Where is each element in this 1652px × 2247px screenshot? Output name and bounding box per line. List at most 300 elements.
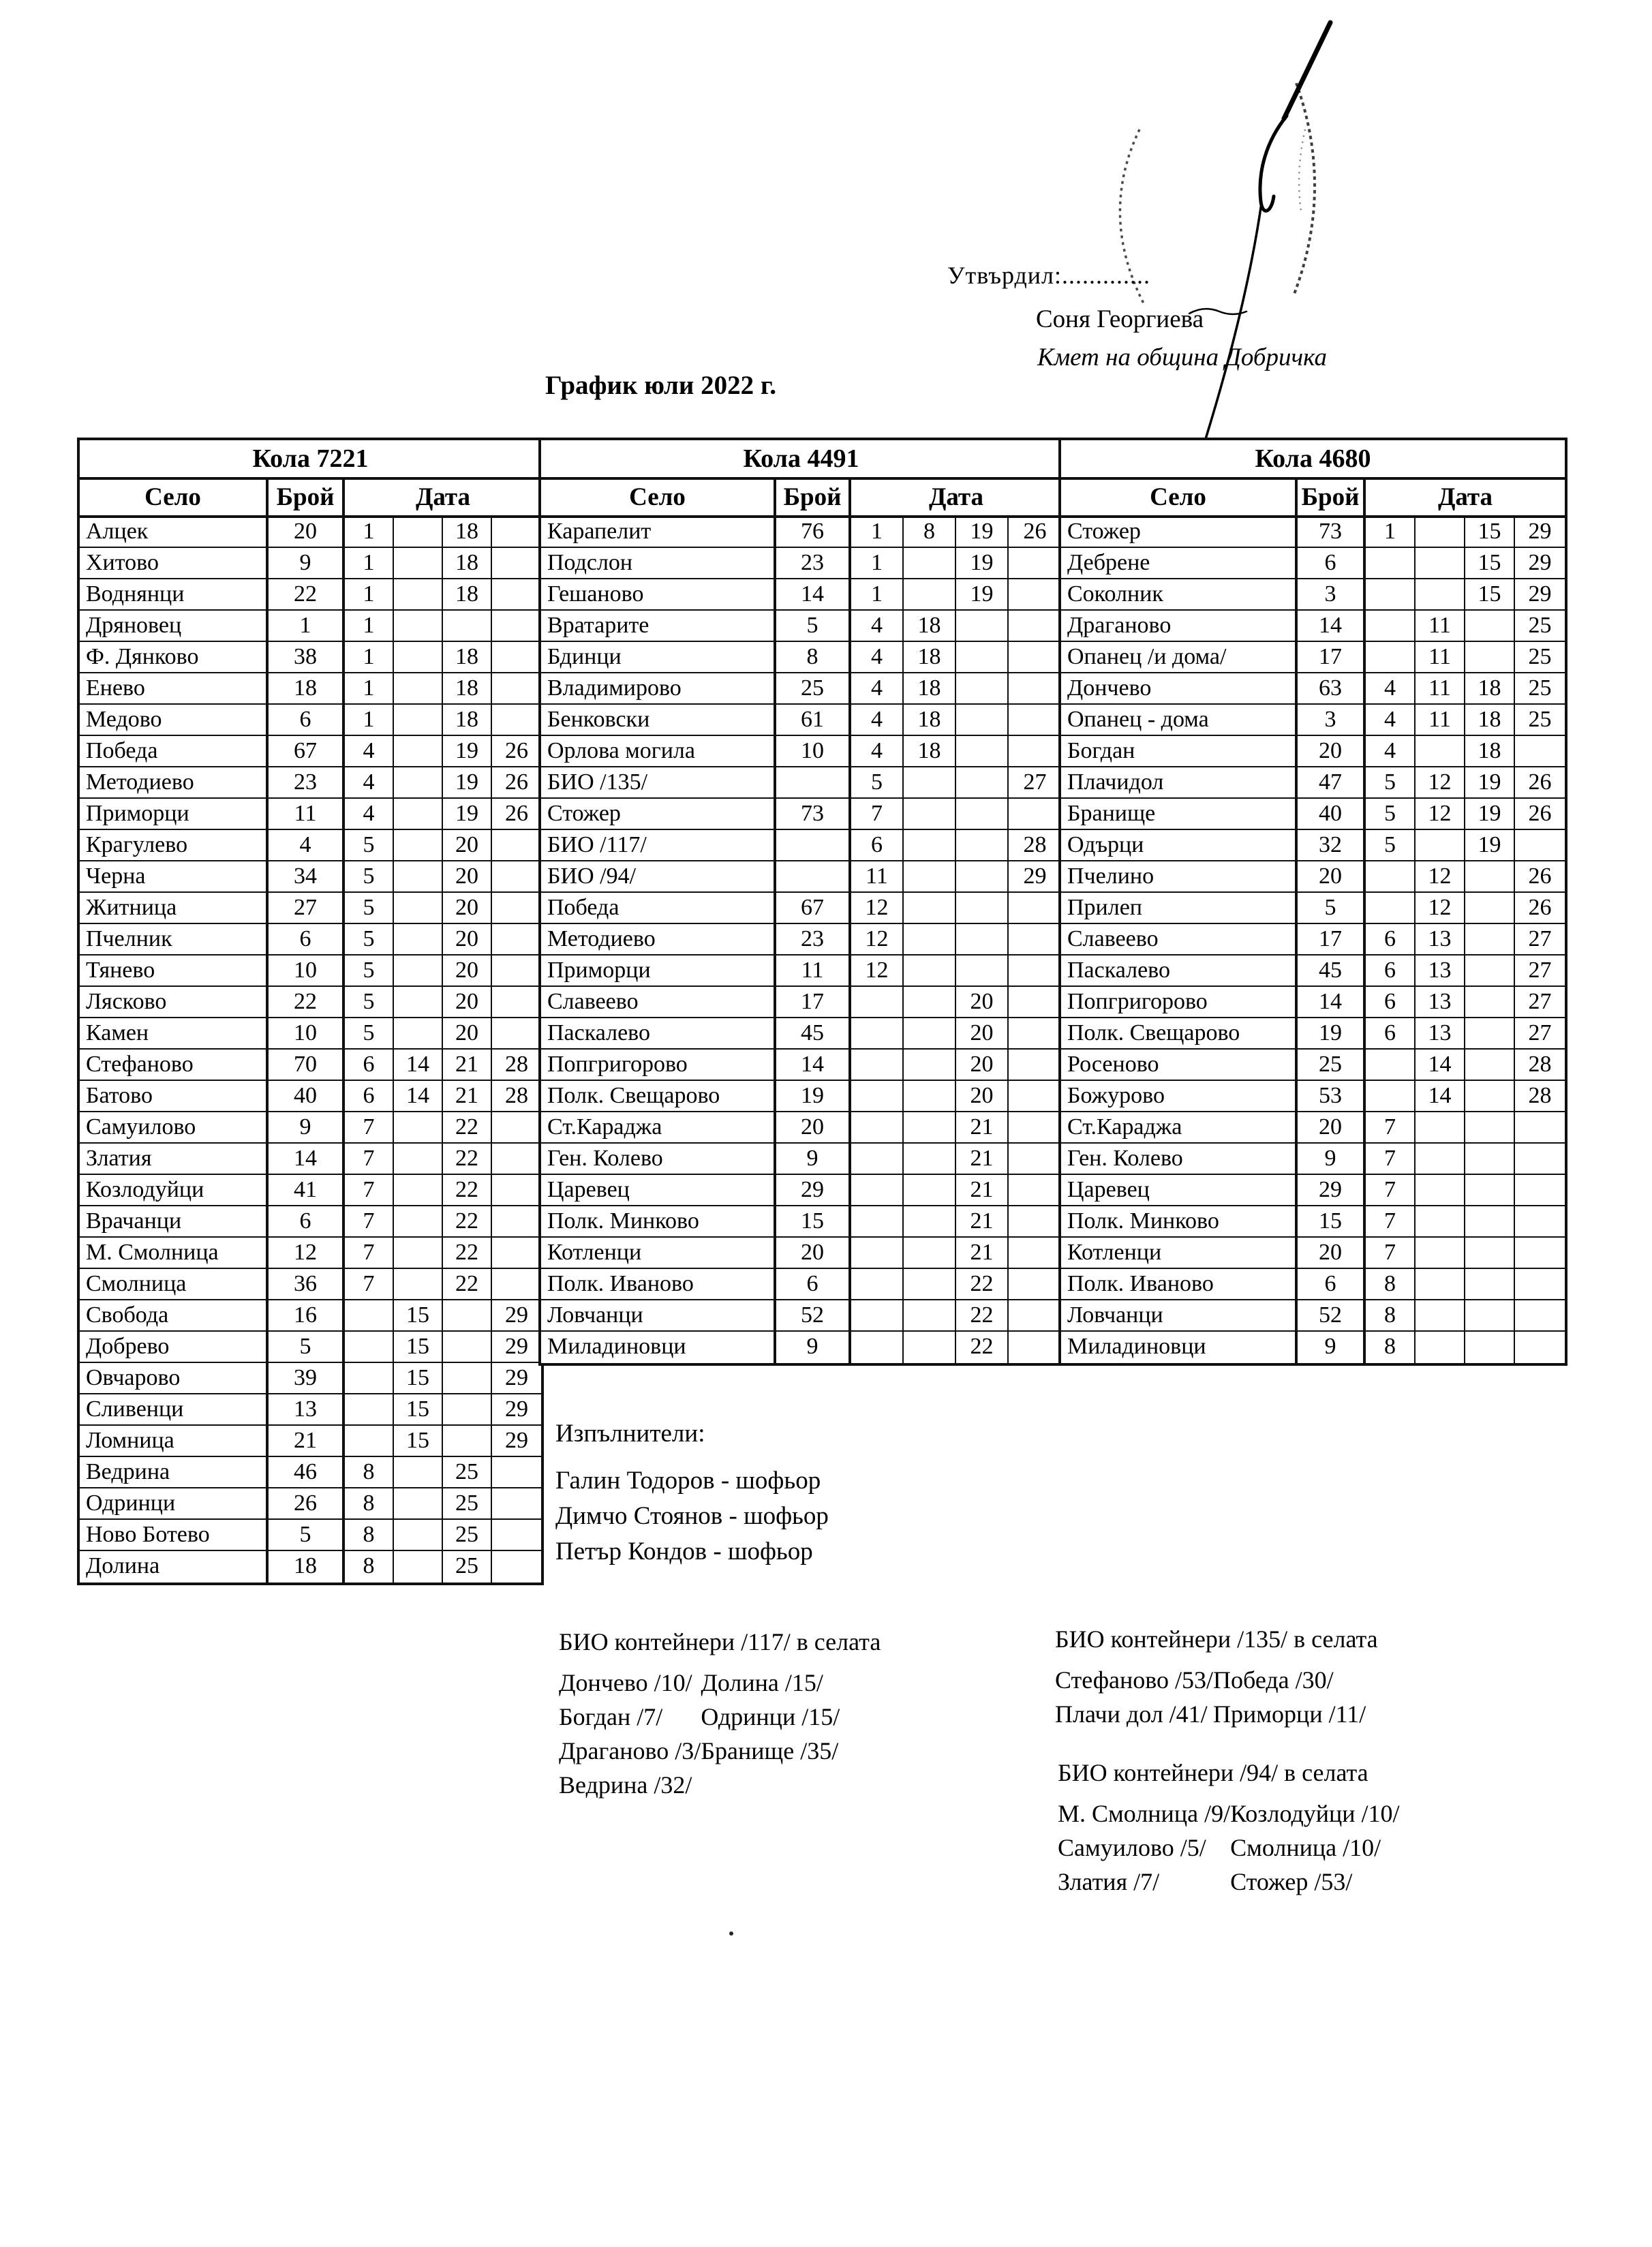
table-row <box>1061 1018 1565 1050</box>
count-cell: 27 <box>269 893 345 924</box>
table-row <box>541 705 1061 736</box>
date-cell: 7 <box>1366 1112 1416 1144</box>
date-cell: 18 <box>443 642 492 673</box>
date-cell: 8 <box>1366 1300 1416 1332</box>
date-cell: 21 <box>956 1144 1009 1175</box>
date-cell <box>1515 1175 1565 1206</box>
date-cell <box>904 987 956 1018</box>
count-cell: 6 <box>1298 548 1366 579</box>
date-cell <box>956 705 1009 736</box>
village-cell: Попгригорово <box>541 1050 776 1081</box>
date-cell <box>1465 1300 1515 1332</box>
date-cell: 18 <box>904 705 956 736</box>
date-cell: 25 <box>1515 642 1565 673</box>
date-cell <box>1465 611 1515 642</box>
bio-item: Богдан /7/ <box>559 1703 663 1730</box>
count-cell: 67 <box>269 736 345 767</box>
count-cell: 22 <box>269 987 345 1018</box>
date-cell: 18 <box>904 642 956 673</box>
date-cell: 11 <box>1416 673 1465 705</box>
date-cell: 27 <box>1515 956 1565 987</box>
date-cell <box>851 1175 904 1206</box>
date-cell <box>1416 517 1465 548</box>
date-cell <box>394 705 443 736</box>
table-row <box>1061 767 1565 799</box>
col-header-date: Дата <box>1366 480 1565 518</box>
table-row <box>80 1363 541 1394</box>
date-cell <box>492 956 541 987</box>
village-cell: Хитово <box>80 548 269 579</box>
scan-speck <box>729 1931 733 1936</box>
village-cell: М. Смолница <box>80 1238 269 1269</box>
date-cell: 28 <box>1009 830 1061 861</box>
count-cell: 20 <box>776 1112 851 1144</box>
date-cell: 25 <box>1515 673 1565 705</box>
table-row <box>1061 1112 1565 1144</box>
table-row <box>541 1112 1061 1144</box>
date-cell: 21 <box>956 1206 1009 1238</box>
table-row <box>1061 799 1565 830</box>
table-row <box>541 1050 1061 1081</box>
village-cell: Полк. Свещарово <box>541 1081 776 1112</box>
date-cell: 7 <box>345 1238 394 1269</box>
date-cell <box>1465 1332 1515 1363</box>
date-cell: 5 <box>345 861 394 893</box>
date-cell <box>904 1269 956 1300</box>
date-cell: 18 <box>443 579 492 611</box>
table-row <box>541 830 1061 861</box>
village-cell: Полк. Свещарово <box>1061 1018 1298 1050</box>
date-cell <box>492 1551 541 1583</box>
car-title: Кола 4680 <box>1061 440 1565 480</box>
date-cell: 18 <box>443 705 492 736</box>
table-row <box>80 1551 541 1583</box>
village-cell: Приморци <box>80 799 269 830</box>
village-cell: Миладиновци <box>541 1332 776 1363</box>
table-row <box>541 611 1061 642</box>
bio-item: Смолница /10/ <box>1230 1834 1381 1861</box>
date-cell: 12 <box>1416 767 1465 799</box>
count-cell: 47 <box>1298 767 1366 799</box>
date-cell <box>394 1269 443 1300</box>
village-cell: Владимирово <box>541 673 776 705</box>
village-cell: Бдинци <box>541 642 776 673</box>
date-cell <box>492 1112 541 1144</box>
date-cell: 6 <box>1366 956 1416 987</box>
village-cell: Славеево <box>1061 924 1298 956</box>
table-row <box>541 517 1061 548</box>
date-cell <box>492 1520 541 1551</box>
date-cell: 6 <box>345 1081 394 1112</box>
bio-column <box>1058 1797 1230 1899</box>
date-cell <box>1465 1238 1515 1269</box>
date-cell: 22 <box>443 1144 492 1175</box>
count-cell: 41 <box>269 1175 345 1206</box>
date-cell <box>394 1018 443 1050</box>
date-cell <box>1465 1175 1515 1206</box>
date-cell: 14 <box>1416 1081 1465 1112</box>
table-row <box>80 861 541 893</box>
date-cell: 20 <box>956 987 1009 1018</box>
date-cell <box>394 642 443 673</box>
table-row <box>541 1206 1061 1238</box>
count-cell: 10 <box>269 1018 345 1050</box>
table-row <box>80 1206 541 1238</box>
date-cell <box>443 611 492 642</box>
village-cell: Миладиновци <box>1061 1332 1298 1363</box>
table-row <box>80 1457 541 1488</box>
date-cell <box>492 642 541 673</box>
date-cell: 22 <box>443 1206 492 1238</box>
date-cell <box>492 611 541 642</box>
date-cell: 29 <box>1515 548 1565 579</box>
village-cell: Ст.Караджа <box>541 1112 776 1144</box>
table-row <box>1061 1050 1565 1081</box>
count-cell: 67 <box>776 893 851 924</box>
table-row <box>80 1269 541 1300</box>
village-cell: Приморци <box>541 956 776 987</box>
table-row <box>1061 830 1565 861</box>
date-cell: 6 <box>1366 987 1416 1018</box>
date-cell <box>1465 1269 1515 1300</box>
count-cell: 10 <box>269 956 345 987</box>
date-cell <box>1009 1332 1061 1363</box>
date-cell: 7 <box>1366 1206 1416 1238</box>
table-row <box>80 1144 541 1175</box>
bio-column <box>701 1666 840 1802</box>
date-cell: 4 <box>345 799 394 830</box>
date-cell <box>1465 893 1515 924</box>
date-cell: 8 <box>345 1520 394 1551</box>
date-cell <box>1416 548 1465 579</box>
date-cell <box>851 1112 904 1144</box>
village-cell: Стефаново <box>80 1050 269 1081</box>
date-cell: 25 <box>443 1457 492 1488</box>
date-cell <box>1009 579 1061 611</box>
date-cell: 22 <box>956 1269 1009 1300</box>
date-cell: 28 <box>1515 1081 1565 1112</box>
count-cell: 6 <box>776 1269 851 1300</box>
table-row <box>80 1520 541 1551</box>
count-cell: 29 <box>1298 1175 1366 1206</box>
date-cell <box>1009 1081 1061 1112</box>
date-cell <box>345 1300 394 1332</box>
date-cell: 28 <box>1515 1050 1565 1081</box>
count-cell: 9 <box>776 1144 851 1175</box>
count-cell: 45 <box>776 1018 851 1050</box>
table-row <box>541 1269 1061 1300</box>
date-cell <box>1009 705 1061 736</box>
bio-column <box>559 1666 701 1802</box>
date-cell <box>1416 1112 1465 1144</box>
village-cell: Ст.Караджа <box>1061 1112 1298 1144</box>
bio-column <box>1213 1663 1366 1731</box>
date-cell <box>1465 987 1515 1018</box>
bio-item: Стефаново /53/ <box>1055 1666 1214 1694</box>
count-cell: 34 <box>269 861 345 893</box>
date-cell <box>394 1488 443 1520</box>
date-cell <box>1366 579 1416 611</box>
date-cell: 25 <box>1515 705 1565 736</box>
bio-section-heading: БИО контейнери /135/ в селата <box>1055 1625 1378 1653</box>
date-cell: 20 <box>443 956 492 987</box>
date-cell <box>1009 736 1061 767</box>
count-cell: 32 <box>1298 830 1366 861</box>
table-header-row <box>80 480 541 517</box>
date-cell: 4 <box>345 767 394 799</box>
table-row <box>80 1394 541 1426</box>
count-cell: 16 <box>269 1300 345 1332</box>
date-cell: 6 <box>1366 924 1416 956</box>
count-cell: 20 <box>1298 1112 1366 1144</box>
count-cell: 9 <box>1298 1144 1366 1175</box>
date-cell: 18 <box>1465 705 1515 736</box>
table-row <box>541 579 1061 611</box>
date-cell <box>394 956 443 987</box>
bio-item: М. Смолница /9/ <box>1058 1800 1231 1827</box>
date-cell <box>492 1457 541 1488</box>
date-cell: 1 <box>345 611 394 642</box>
date-cell: 7 <box>345 1112 394 1144</box>
date-cell <box>956 830 1009 861</box>
count-cell: 9 <box>776 1332 851 1363</box>
date-cell: 19 <box>956 579 1009 611</box>
village-cell: Одърци <box>1061 830 1298 861</box>
date-cell: 21 <box>956 1175 1009 1206</box>
village-cell: Славеево <box>541 987 776 1018</box>
date-cell: 14 <box>394 1050 443 1081</box>
count-cell: 8 <box>776 642 851 673</box>
executors-heading: Изпълнители: <box>555 1420 705 1448</box>
date-cell <box>956 924 1009 956</box>
village-cell: Ведрина <box>80 1457 269 1488</box>
date-cell <box>443 1394 492 1426</box>
village-cell: Котленци <box>1061 1238 1298 1269</box>
date-cell <box>394 673 443 705</box>
date-cell: 13 <box>1416 956 1465 987</box>
count-cell: 73 <box>1298 517 1366 548</box>
col-header-date: Дата <box>851 480 1061 518</box>
date-cell: 27 <box>1515 924 1565 956</box>
executor-name: Димчо Стоянов - шофьор <box>555 1502 829 1530</box>
date-cell <box>1515 1238 1565 1269</box>
date-cell <box>394 611 443 642</box>
date-cell: 1 <box>345 642 394 673</box>
date-cell <box>492 1238 541 1269</box>
count-cell: 52 <box>776 1300 851 1332</box>
date-cell <box>956 893 1009 924</box>
date-cell <box>1416 1206 1465 1238</box>
table-row <box>80 1081 541 1112</box>
date-cell: 5 <box>345 987 394 1018</box>
village-cell: Ломница <box>80 1426 269 1457</box>
date-cell <box>492 861 541 893</box>
date-cell: 7 <box>345 1269 394 1300</box>
date-cell: 12 <box>1416 893 1465 924</box>
date-cell: 5 <box>1366 830 1416 861</box>
date-cell <box>1009 1050 1061 1081</box>
date-cell: 11 <box>1416 705 1465 736</box>
table-row <box>1061 956 1565 987</box>
date-cell <box>443 1363 492 1394</box>
count-cell <box>776 830 851 861</box>
village-cell: Ген. Колево <box>541 1144 776 1175</box>
date-cell: 19 <box>956 517 1009 548</box>
count-cell: 25 <box>776 673 851 705</box>
date-cell <box>956 736 1009 767</box>
bio-section <box>1058 1758 1400 1899</box>
date-cell <box>345 1394 394 1426</box>
col-header-count: Брой <box>776 480 851 518</box>
stamp-arc-right <box>1294 83 1315 296</box>
table-row <box>80 1332 541 1363</box>
date-cell <box>492 1269 541 1300</box>
date-cell <box>492 705 541 736</box>
table-row <box>80 1175 541 1206</box>
count-cell: 40 <box>269 1081 345 1112</box>
date-cell: 25 <box>443 1520 492 1551</box>
village-cell: Лясково <box>80 987 269 1018</box>
village-cell: Росеново <box>1061 1050 1298 1081</box>
date-cell <box>956 642 1009 673</box>
bio-item: Козлодуйци /10/ <box>1230 1800 1400 1827</box>
date-cell <box>1465 1050 1515 1081</box>
count-cell <box>776 767 851 799</box>
bio-item: Победа /30/ <box>1213 1666 1334 1694</box>
date-cell <box>904 1018 956 1050</box>
village-cell: Козлодуйци <box>80 1175 269 1206</box>
bio-item: Стожер /53/ <box>1230 1868 1353 1895</box>
date-cell: 26 <box>1515 767 1565 799</box>
count-cell: 40 <box>1298 799 1366 830</box>
table-row <box>1061 736 1565 767</box>
village-cell: Царевец <box>1061 1175 1298 1206</box>
count-cell: 23 <box>776 924 851 956</box>
village-cell: Житница <box>80 893 269 924</box>
date-cell <box>956 767 1009 799</box>
date-cell: 15 <box>394 1363 443 1394</box>
village-cell: Попгригорово <box>1061 987 1298 1018</box>
date-cell <box>1416 1175 1465 1206</box>
table-row <box>541 767 1061 799</box>
date-cell <box>1515 1112 1565 1144</box>
date-cell: 15 <box>394 1426 443 1457</box>
table-row <box>80 548 541 579</box>
date-cell <box>394 517 443 548</box>
date-cell: 26 <box>492 736 541 767</box>
date-cell: 1 <box>851 548 904 579</box>
date-cell <box>394 1238 443 1269</box>
count-cell: 26 <box>269 1488 345 1520</box>
bio-item: Златия /7/ <box>1058 1868 1160 1895</box>
village-cell: Смолница <box>80 1269 269 1300</box>
count-cell: 61 <box>776 705 851 736</box>
date-cell: 28 <box>492 1081 541 1112</box>
date-cell <box>904 1238 956 1269</box>
village-cell: Одринци <box>80 1488 269 1520</box>
table-row <box>541 893 1061 924</box>
date-cell <box>1515 736 1565 767</box>
date-cell <box>492 1175 541 1206</box>
count-cell: 15 <box>776 1206 851 1238</box>
table-row <box>541 1238 1061 1269</box>
table-row <box>541 1018 1061 1050</box>
village-cell: Камен <box>80 1018 269 1050</box>
date-cell <box>1009 1300 1061 1332</box>
bio-item: Ведрина /32/ <box>559 1771 692 1799</box>
date-cell <box>1515 1144 1565 1175</box>
village-cell: БИО /135/ <box>541 767 776 799</box>
date-cell <box>1009 548 1061 579</box>
table-row <box>1061 1332 1565 1363</box>
date-cell <box>1465 1144 1515 1175</box>
bio-section-heading: БИО контейнери /94/ в селата <box>1058 1759 1368 1786</box>
table-row <box>541 1300 1061 1332</box>
date-cell <box>904 830 956 861</box>
table-row <box>80 924 541 956</box>
count-cell: 5 <box>269 1332 345 1363</box>
date-cell: 29 <box>492 1332 541 1363</box>
table-row <box>541 924 1061 956</box>
date-cell <box>1515 1332 1565 1363</box>
date-cell: 14 <box>394 1081 443 1112</box>
date-cell <box>492 1206 541 1238</box>
date-cell <box>492 517 541 548</box>
count-cell: 19 <box>1298 1018 1366 1050</box>
date-cell: 20 <box>956 1081 1009 1112</box>
date-cell: 22 <box>443 1175 492 1206</box>
date-cell: 8 <box>1366 1269 1416 1300</box>
date-cell: 7 <box>345 1175 394 1206</box>
approval-label: Утвърдил:............. <box>947 262 1151 289</box>
count-cell <box>776 861 851 893</box>
date-cell: 22 <box>443 1112 492 1144</box>
date-cell: 15 <box>394 1332 443 1363</box>
bio-item: Драганово /3/ <box>559 1737 701 1764</box>
village-cell: Пчелино <box>1061 861 1298 893</box>
count-cell: 5 <box>776 611 851 642</box>
count-cell: 20 <box>776 1238 851 1269</box>
date-cell: 11 <box>851 861 904 893</box>
date-cell: 27 <box>1009 767 1061 799</box>
date-cell <box>904 579 956 611</box>
count-cell: 13 <box>269 1394 345 1426</box>
date-cell: 19 <box>443 767 492 799</box>
date-cell <box>394 861 443 893</box>
date-cell: 7 <box>345 1206 394 1238</box>
date-cell <box>904 956 956 987</box>
table-row <box>541 1081 1061 1112</box>
date-cell: 20 <box>443 893 492 924</box>
date-cell: 5 <box>1366 767 1416 799</box>
executors-block <box>555 1419 829 1570</box>
date-cell: 11 <box>1416 642 1465 673</box>
date-cell <box>904 1175 956 1206</box>
table-row <box>1061 1269 1565 1300</box>
date-cell <box>851 1269 904 1300</box>
date-cell: 27 <box>1515 1018 1565 1050</box>
count-cell: 20 <box>1298 861 1366 893</box>
schedule-table <box>538 438 1064 1366</box>
bio-section <box>559 1627 881 1802</box>
table-row <box>541 956 1061 987</box>
table-row <box>80 705 541 736</box>
date-cell: 14 <box>1416 1050 1465 1081</box>
date-cell: 29 <box>492 1426 541 1457</box>
date-cell: 18 <box>443 517 492 548</box>
date-cell: 18 <box>904 673 956 705</box>
date-cell <box>1515 830 1565 861</box>
